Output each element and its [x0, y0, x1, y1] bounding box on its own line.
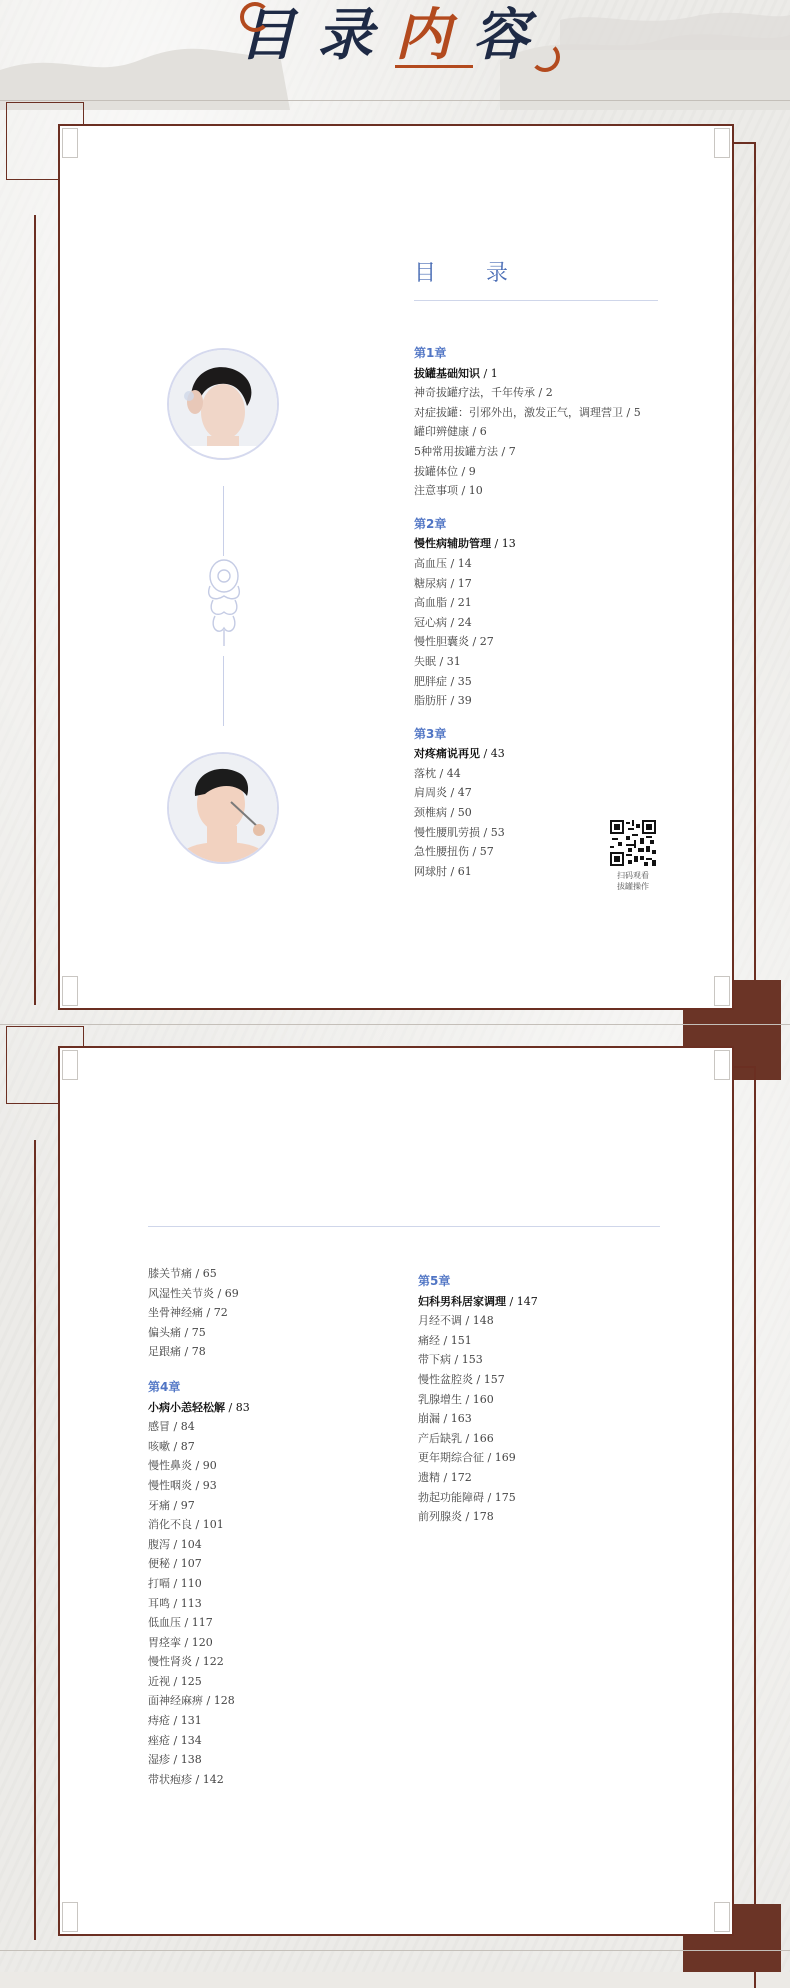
toc-item[interactable]: 近视 / 125 — [148, 1674, 202, 1688]
toc-item[interactable]: 拔罐体位 / 9 — [414, 464, 476, 478]
toc-item[interactable]: 网球肘 / 61 — [414, 864, 472, 878]
page-corner-tl — [62, 128, 78, 158]
toc-item[interactable]: 产后缺乳 / 166 — [418, 1431, 494, 1445]
toc-entries-page2-right — [418, 1272, 678, 1527]
qr-code-icon[interactable] — [610, 820, 656, 866]
toc-item[interactable]: 注意事项 / 10 — [414, 484, 483, 498]
toc-item[interactable]: 月经不调 / 148 — [418, 1314, 494, 1328]
banner-char-4: 容 — [473, 2, 551, 68]
portrait-man-cupping — [167, 752, 279, 864]
toc-item[interactable]: 脂肪肝 / 39 — [414, 694, 472, 708]
page-corner-bl — [62, 1902, 78, 1932]
toc-item[interactable]: 足跟痛 / 78 — [148, 1345, 206, 1359]
page2-top-rule — [148, 1226, 660, 1227]
toc-item[interactable]: 崩漏 / 163 — [418, 1412, 472, 1426]
chapter-heading-text: 慢性病辅助管理 — [414, 537, 491, 551]
banner-char-1: 目 — [239, 2, 317, 68]
toc-item[interactable]: 带状疱疹 / 142 — [148, 1772, 224, 1786]
toc-item[interactable]: 低血压 / 117 — [148, 1616, 213, 1630]
banner-swirl-left — [240, 2, 270, 32]
toc-page-1 — [58, 124, 734, 1010]
chapter-heading-text: 对疼痛说再见 — [414, 747, 480, 761]
banner-char-2: 录 — [317, 2, 395, 68]
toc-item[interactable]: 肩周炎 / 47 — [414, 786, 472, 800]
toc-item[interactable]: 更年期综合征 / 169 — [418, 1451, 516, 1465]
toc-item[interactable]: 打嗝 / 110 — [148, 1576, 202, 1590]
chapter-label: 第1章 — [414, 346, 447, 360]
chapter-label: 第3章 — [414, 726, 447, 741]
toc-item[interactable]: 痔疮 / 131 — [148, 1714, 202, 1728]
toc-item[interactable]: 慢性肾炎 / 122 — [148, 1655, 224, 1669]
toc-title: 目 录 — [414, 261, 523, 286]
toc-page-2 — [58, 1046, 734, 1936]
toc-item[interactable]: 遗精 / 172 — [418, 1470, 472, 1484]
page-corner-tl — [62, 1050, 78, 1080]
chapter-heading-text: 拔罐基础知识 — [414, 366, 480, 380]
toc-item[interactable]: 湿疹 / 138 — [148, 1753, 202, 1767]
toc-item[interactable]: 面神经麻痹 / 128 — [148, 1694, 235, 1708]
toc-item[interactable]: 冠心病 / 24 — [414, 615, 472, 629]
frame-top-line — [0, 100, 790, 101]
toc-item[interactable]: 慢性胆囊炎 / 27 — [414, 635, 494, 649]
toc-item[interactable]: 胃痉挛 / 120 — [148, 1635, 213, 1649]
toc-item[interactable]: 慢性腰肌劳损 / 53 — [414, 825, 505, 839]
toc-item[interactable]: 风湿性关节炎 / 69 — [148, 1286, 239, 1300]
toc-item[interactable]: 高血脂 / 21 — [414, 596, 472, 610]
toc-item[interactable]: 慢性咽炎 / 93 — [148, 1478, 217, 1492]
toc-item[interactable]: 消化不良 / 101 — [148, 1518, 224, 1532]
chapter-heading-page: / 1 — [480, 366, 498, 380]
portrait-woman-cupping — [167, 348, 279, 460]
page-corner-tr — [714, 128, 730, 158]
ornament-motif — [203, 556, 245, 648]
frame-bottom-line — [0, 1950, 790, 1951]
toc-item[interactable]: 失眠 / 31 — [414, 654, 461, 668]
ornament-line-bottom — [223, 656, 224, 726]
chapter-heading[interactable] — [414, 744, 714, 764]
chapter-heading-text: 妇科男科居家调理 — [418, 1294, 506, 1308]
frame-separator-line — [0, 1024, 790, 1025]
toc-entries-page1 — [414, 344, 714, 881]
chapter-heading-text: 小病小恙轻松解 — [148, 1400, 225, 1414]
toc-item[interactable]: 糖尿病 / 17 — [414, 576, 472, 590]
toc-item[interactable]: 慢性盆腔炎 / 157 — [418, 1372, 505, 1386]
toc-item[interactable]: 颈椎病 / 50 — [414, 806, 472, 820]
toc-item[interactable]: 乳腺增生 / 160 — [418, 1392, 494, 1406]
toc-item[interactable]: 慢性鼻炎 / 90 — [148, 1459, 217, 1473]
chapter-heading[interactable] — [148, 1398, 408, 1418]
chapter-heading-page: / 13 — [491, 537, 516, 551]
qr-caption-line2: 拔罐操作 — [617, 882, 649, 891]
toc-item[interactable]: 肥胖症 / 35 — [414, 674, 472, 688]
chapter-heading-page: / 83 — [225, 1400, 250, 1414]
toc-item[interactable]: 痛经 / 151 — [418, 1333, 472, 1347]
page-corner-br — [714, 976, 730, 1006]
chapter-heading-page: / 43 — [480, 747, 505, 761]
frame-left-line-2 — [34, 1140, 36, 1940]
toc-item[interactable]: 痤疮 / 134 — [148, 1733, 202, 1747]
banner-title — [0, 0, 790, 90]
chapter-heading[interactable] — [418, 1292, 678, 1312]
toc-item[interactable]: 耳鸣 / 113 — [148, 1596, 202, 1610]
chapter-heading[interactable] — [414, 364, 714, 384]
toc-item[interactable]: 牙痛 / 97 — [148, 1498, 195, 1512]
toc-item[interactable]: 勃起功能障碍 / 175 — [418, 1490, 516, 1504]
toc-item[interactable]: 咳嗽 / 87 — [148, 1439, 195, 1453]
toc-item[interactable]: 落枕 / 44 — [414, 766, 461, 780]
chapter-label: 第4章 — [148, 1379, 181, 1394]
qr-caption-line1: 扫码观看 — [617, 871, 649, 880]
qr-caption — [603, 870, 663, 892]
toc-item[interactable]: 罐印辨健康 / 6 — [414, 425, 487, 439]
toc-item[interactable]: 前列腺炎 / 178 — [418, 1510, 494, 1524]
banner-swirl-right — [530, 42, 560, 72]
toc-item[interactable]: 膝关节痛 / 65 — [148, 1267, 217, 1280]
ornament-line-top — [223, 486, 224, 556]
toc-item[interactable]: 坐骨神经痛 / 72 — [148, 1306, 228, 1320]
page-corner-bl — [62, 976, 78, 1006]
toc-item[interactable]: 急性腰扭伤 / 57 — [414, 845, 494, 859]
chapter-heading[interactable] — [414, 534, 714, 554]
chapter-heading-page: / 147 — [506, 1294, 538, 1308]
banner-char-3: 内 — [395, 2, 473, 68]
toc-item[interactable]: 5种常用拔罐方法 / 7 — [414, 444, 516, 458]
toc-item[interactable]: 带下病 / 153 — [418, 1353, 483, 1367]
toc-entries-page2-left — [148, 1264, 408, 1789]
toc-item[interactable]: 感冒 / 84 — [148, 1420, 195, 1434]
chapter-label: 第5章 — [418, 1274, 451, 1288]
frame-left-line — [34, 215, 36, 1005]
toc-title-rule — [414, 300, 658, 301]
toc-item[interactable]: 对症拔罐：引邪外出，激发正气，调理营卫 / 5 — [414, 405, 641, 419]
toc-item[interactable]: 高血压 / 14 — [414, 556, 472, 570]
page-corner-br — [714, 1902, 730, 1932]
toc-item[interactable]: 偏头痛 / 75 — [148, 1325, 206, 1339]
toc-item[interactable]: 腹泻 / 104 — [148, 1537, 202, 1551]
toc-item[interactable]: 便秘 / 107 — [148, 1557, 202, 1571]
toc-item[interactable]: 神奇拔罐疗法，千年传承 / 2 — [414, 386, 553, 400]
chapter-label: 第2章 — [414, 516, 447, 531]
page-corner-tr — [714, 1050, 730, 1080]
